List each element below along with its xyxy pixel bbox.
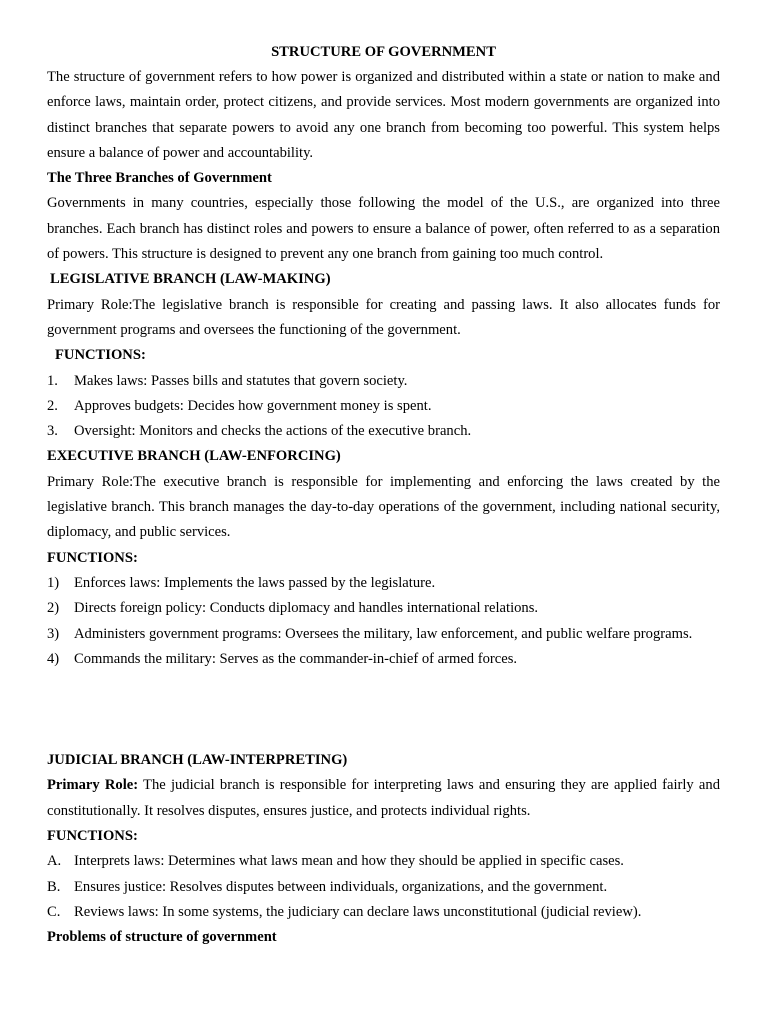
judicial-role-label: Primary Role: — [47, 777, 139, 794]
list-item-text: Administers government programs: Oversees the military, law enforcement, and public welfare programs. — [74, 625, 693, 642]
legislative-heading: LEGISLATIVE BRANCH (LAW-MAKING) — [50, 271, 331, 288]
list-item — [47, 900, 720, 925]
list-item-number: 3) — [47, 625, 60, 642]
list-item — [47, 419, 720, 444]
list-item — [47, 647, 720, 672]
legislative-role: Primary Role:The legislative branch is responsible for creating and passing laws. It also allocates funds for government programs and oversees the functioning of the government. — [47, 296, 720, 338]
list-item-text: Approves budgets: Decides how government money is spent. — [74, 397, 432, 414]
three-branches-heading: The Three Branches of Government — [47, 170, 272, 187]
list-item-number: 3. — [47, 423, 58, 440]
list-item-number: C. — [47, 903, 61, 920]
judicial-role-text: The judicial branch is responsible for interpreting laws and ensuring they are applied fairly and constitutionally. It resolves disputes, ensures justice, and protects individual rights. — [47, 777, 720, 819]
document-title: STRUCTURE OF GOVERNMENT — [271, 44, 496, 60]
problems-heading: Problems of structure of government — [47, 929, 277, 946]
list-item-number: 2) — [47, 600, 60, 617]
judicial-role — [47, 773, 720, 824]
list-item — [47, 596, 720, 621]
judicial-heading: JUDICIAL BRANCH (LAW-INTERPRETING) — [47, 752, 348, 769]
legislative-functions-label: FUNCTIONS: — [55, 347, 146, 364]
list-item-text: Ensures justice: Resolves disputes between individuals, organizations, and the government. — [74, 878, 608, 895]
intro-paragraph: The structure of government refers to how power is organized and distributed within a state or nation to make and enforce laws, maintain order, protect citizens, and provide services. Most modern governments are organized into distinct branches that separate powers to avoid any one branch from becoming too powerful. This system helps ensure a balance of power and accountability. — [47, 69, 720, 161]
list-item-number: 2. — [47, 397, 58, 414]
list-item — [47, 622, 720, 647]
list-item-text: Commands the military: Serves as the commander-in-chief of armed forces. — [74, 650, 518, 667]
executive-functions-label: FUNCTIONS: — [47, 549, 138, 566]
list-item-number: 4) — [47, 650, 60, 667]
list-item-number: 1. — [47, 372, 58, 389]
document-page — [47, 40, 720, 951]
judicial-functions-label: FUNCTIONS: — [47, 828, 138, 845]
list-item-number: B. — [47, 878, 61, 895]
list-item — [47, 369, 720, 394]
executive-heading: EXECUTIVE BRANCH (LAW-ENFORCING) — [47, 448, 341, 465]
list-item-text: Reviews laws: In some systems, the judiciary can declare laws unconstitutional (judicial review). — [74, 903, 642, 920]
list-item-number: A. — [47, 853, 62, 870]
list-item-text: Enforces laws: Implements the laws passed by the legislature. — [74, 574, 436, 591]
list-item-number: 1) — [47, 574, 60, 591]
list-item — [47, 875, 720, 900]
list-item — [47, 394, 720, 419]
list-item-text: Oversight: Monitors and checks the actions of the executive branch. — [74, 423, 472, 440]
legislative-functions-list — [47, 369, 720, 445]
list-item — [47, 849, 720, 874]
judicial-functions-list — [47, 849, 720, 925]
list-item-text: Makes laws: Passes bills and statutes that govern society. — [74, 372, 408, 389]
executive-role: Primary Role:The executive branch is responsible for implementing and enforcing the laws created by the legislative branch. This branch manages the day-to-day operations of the government, including national security, diplomacy, and public services. — [47, 473, 720, 541]
list-item-text: Directs foreign policy: Conducts diplomacy and handles international relations. — [74, 600, 539, 617]
blank-space — [47, 672, 720, 748]
list-item — [47, 571, 720, 596]
three-branches-paragraph: Governments in many countries, especially those following the model of the U.S., are organized into three branches. Each branch has distinct roles and powers to ensure a balance of power, often referred to as a separation of powers. This structure is designed to prevent any one branch from gaining too much control. — [47, 195, 720, 263]
list-item-text: Interprets laws: Determines what laws mean and how they should be applied in specific cases. — [74, 853, 624, 870]
executive-functions-list — [47, 571, 720, 672]
